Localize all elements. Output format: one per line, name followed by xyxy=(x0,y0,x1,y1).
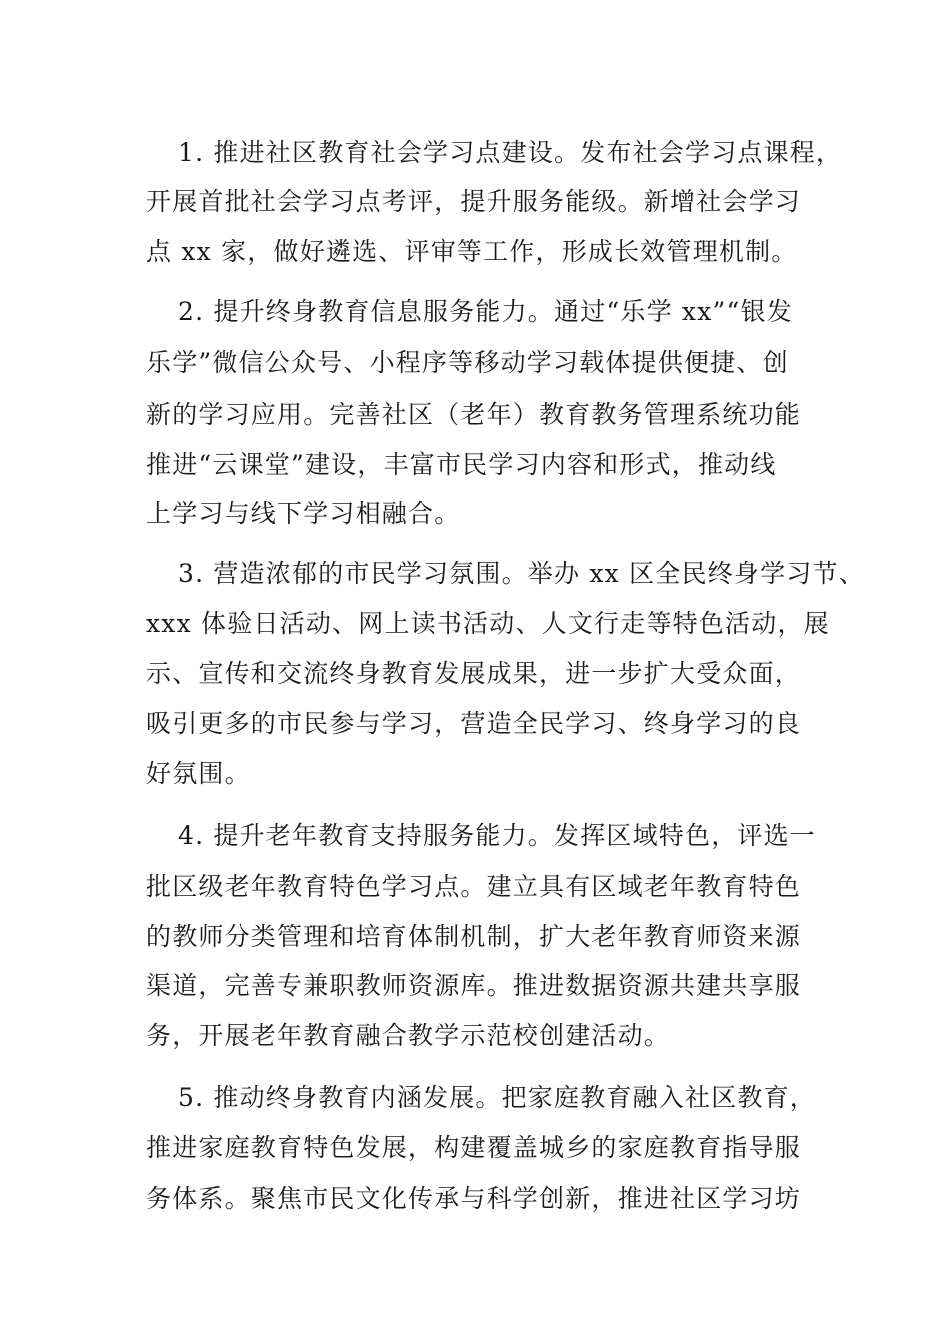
paragraph-line: 推进“云课堂”建设，丰富市民学习内容和形式，推动线 xyxy=(146,450,777,479)
paragraph-line: 吸引更多的市民参与学习，营造全民学习、终身学习的良 xyxy=(146,709,802,738)
paragraph-line: 务，开展老年教育融合教学示范校创建活动。 xyxy=(146,1021,671,1050)
paragraph-line: 4. 提升老年教育支持服务能力。发挥区域特色，评选一 xyxy=(178,821,817,850)
paragraph-line: 新的学习应用。完善社区（老年）教育教务管理系统功能 xyxy=(146,400,802,429)
paragraph-line: xxx 体验日活动、网上读书活动、人文行走等特色活动，展 xyxy=(146,609,830,638)
paragraph-line: 开展首批社会学习点考评，提升服务能级。新增社会学习 xyxy=(146,187,802,216)
paragraph-line: 上学习与线下学习相融合。 xyxy=(146,499,461,528)
paragraph-line: 批区级老年教育特色学习点。建立具有区域老年教育特色 xyxy=(146,872,802,901)
paragraph-line: 好氛围。 xyxy=(146,759,251,788)
paragraph-line: 1. 推进社区教育社会学习点建设。发布社会学习点课程， xyxy=(178,138,843,167)
paragraph-line: 2. 提升终身教育信息服务能力。通过“乐学 xx”“银发 xyxy=(178,297,793,326)
paragraph-line: 点 xx 家，做好遴选、评审等工作，形成长效管理机制。 xyxy=(146,237,798,266)
paragraph-line: 3. 营造浓郁的市民学习氛围。举办 xx 区全民终身学习节、 xyxy=(178,559,865,588)
paragraph-line: 乐学”微信公众号、小程序等移动学习载体提供便捷、创 xyxy=(146,348,789,377)
paragraph-line: 5. 推动终身教育内涵发展。把家庭教育融入社区教育， xyxy=(178,1083,817,1112)
paragraph-line: 示、宣传和交流终身教育发展成果，进一步扩大受众面， xyxy=(146,659,802,688)
paragraph-line: 务体系。聚焦市民文化传承与科学创新，推进社区学习坊 xyxy=(146,1184,802,1213)
paragraph-line: 的教师分类管理和培育体制机制，扩大老年教育师资来源 xyxy=(146,922,802,951)
paragraph-line: 渠道，完善专兼职教师资源库。推进数据资源共建共享服 xyxy=(146,971,802,1000)
paragraph-line: 推进家庭教育特色发展，构建覆盖城乡的家庭教育指导服 xyxy=(146,1133,802,1162)
